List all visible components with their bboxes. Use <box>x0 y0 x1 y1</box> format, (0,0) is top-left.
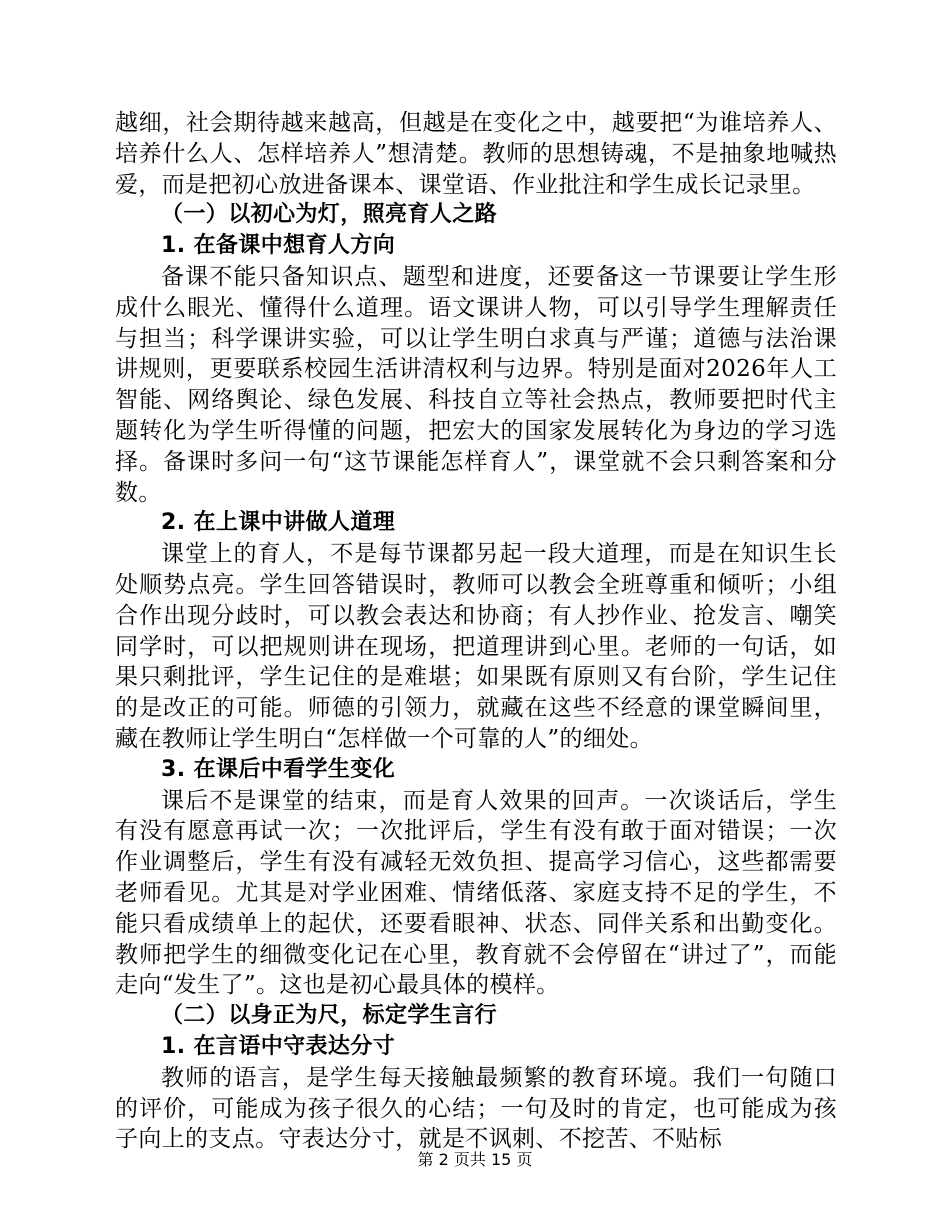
paragraph-after-class: 课后不是课堂的结束，而是育人效果的回声。一次谈话后，学生有没有愿意再试一次；一次批评后，学生有没有敢于面对错误；一次作业调整后，学生有没有减轻无效负担、提高学习信心，这些都需要老师看见。尤其是对学业困难、情绪低落、家庭支持不足的学生，不能只看成绩单上的起伏，还要看眼神、状态、同伴关系和出勤变化。教师把学生的细微变化记在心里，教育就不会停留在“讲过了”，而能走向“发生了”。这也是初心最具体的模样。 <box>115 787 837 999</box>
section-heading-1: （一）以初心为灯，照亮育人之路 <box>161 202 498 228</box>
section-heading-2: （二）以身正为尺，标定学生言行 <box>161 1003 498 1029</box>
page-number-footer: 第 2 页共 15 页 <box>417 1150 533 1169</box>
paragraph-speech: 教师的语言，是学生每天接触最频繁的教育环境。我们一句随口的评价，可能成为孩子很久的心结；一句及时的肯定，也可能成为孩子向上的支点。守表达分寸，就是不讽刺、不挖苦、不贴标 <box>115 1064 837 1153</box>
document-body <box>115 108 837 1155</box>
paragraph-lesson-prep: 备课不能只备知识点、题型和进度，还要备这一节课要让学生形成什么眼光、懂得什么道理。语文课讲人物，可以引导学生理解责任与担当；科学课讲实验，可以让学生明白求真与严谨；道德与法治课讲规则，更要联系校园生活讲清权利与边界。特别是面对2026年人工智能、网络舆论、绿色发展、科技自立等社会热点，教师要把时代主题转化为学生听得懂的问题，把宏大的国家发展转化为身边的学习选择。备课时多问一句“这节课能怎样育人”，课堂就不会只剩答案和分数。 <box>115 263 837 506</box>
paragraph-in-class: 课堂上的育人，不是每节课都另起一段大道理，而是在知识生长处顺势点亮。学生回答错误时，教师可以教会全班尊重和倾听；小组合作出现分歧时，可以教会表达和协商；有人抄作业、抢发言、嘲笑同学时，可以把规则讲在现场，把道理讲到心里。老师的一句话，如果只剩批评，学生记住的是难堪；如果既有原则又有台阶，学生记住的是改正的可能。师德的引领力，就藏在这些不经意的课堂瞬间里，藏在教师让学生明白“怎样做一个可靠的人”的细处。 <box>115 541 837 752</box>
paragraph-intro-continued: 越细，社会期待越来越高，但越是在变化之中，越要把“为谁培养人、培养什么人、怎样培养人”想清楚。教师的思想铸魂，不是抽象地喊热爱，而是把初心放进备课本、课堂语、作业批注和学生成长记录里。 <box>115 110 837 198</box>
subheading-1-2: 2. 在上课中讲做人道理 <box>161 510 396 536</box>
subheading-1-1: 1. 在备课中想育人方向 <box>161 233 396 259</box>
subheading-2-1: 1. 在言语中守表达分寸 <box>161 1033 396 1059</box>
subheading-1-3: 3. 在课后中看学生变化 <box>161 756 396 782</box>
